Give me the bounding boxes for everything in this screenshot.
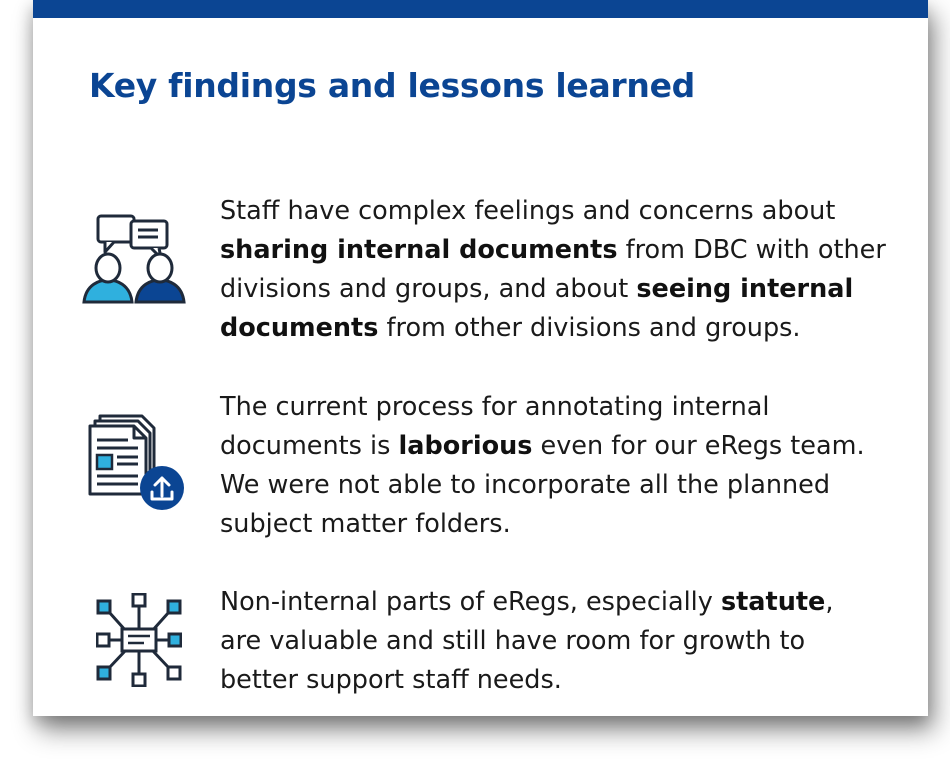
top-accent-bar: [33, 0, 928, 18]
finding-line: Staff have complex feelings and concerns about: [220, 196, 836, 226]
finding-line: We were not able to incorporate all the planned: [220, 470, 831, 500]
network-hub-icon: [96, 593, 182, 691]
finding-line: documents is laborious even for our eRegs team.: [220, 431, 865, 461]
finding-line: better support staff needs.: [220, 665, 562, 695]
conversation-people-icon: [82, 210, 186, 310]
finding-line: documents from other divisions and groups.: [220, 313, 801, 343]
document-upload-icon: [88, 414, 188, 518]
finding-text: [220, 583, 920, 700]
emphasis-text: statute: [720, 587, 826, 617]
finding-line: The current process for annotating internal: [220, 392, 770, 422]
findings-card: [33, 0, 928, 716]
emphasis-text: documents: [220, 313, 379, 343]
finding-line: are valuable and still have room for growth to: [220, 626, 806, 656]
emphasis-text: laborious: [398, 431, 533, 461]
finding-text: [220, 192, 920, 348]
page-title: Key findings and lessons learned: [89, 66, 695, 105]
finding-line: divisions and groups, and about seeing internal: [220, 274, 854, 304]
emphasis-text: seeing internal: [636, 274, 854, 304]
finding-line: subject matter folders.: [220, 509, 511, 539]
finding-line: sharing internal documents from DBC with other: [220, 235, 886, 265]
emphasis-text: sharing internal documents: [220, 235, 618, 265]
finding-line: Non-internal parts of eRegs, especially statute,: [220, 587, 834, 617]
finding-text: [220, 388, 920, 544]
